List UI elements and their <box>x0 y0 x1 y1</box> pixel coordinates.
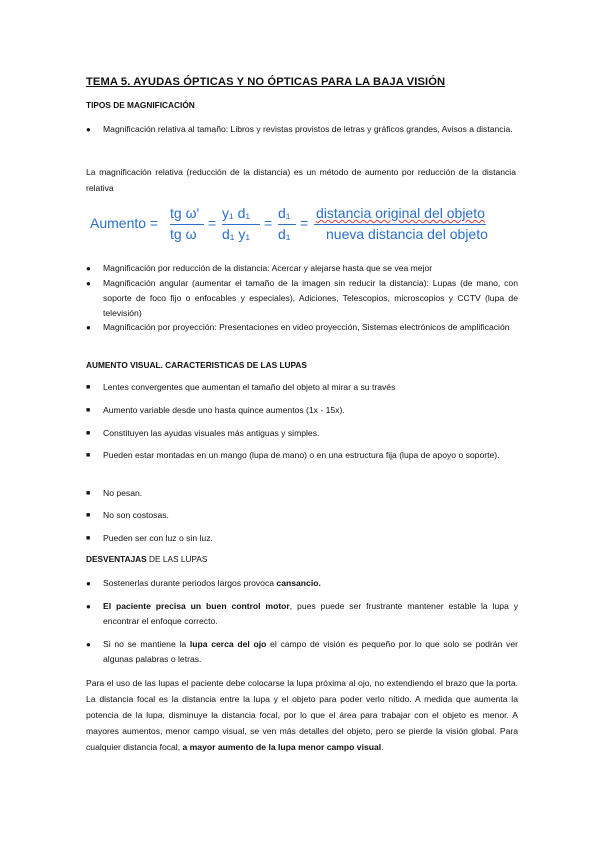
square-bullet-icon: ■ <box>86 452 91 459</box>
bullet-icon: ● <box>86 279 91 288</box>
formula-equals: = <box>208 215 217 231</box>
square-bullet-icon: ■ <box>86 512 91 519</box>
list-item <box>86 403 518 418</box>
list-item-text: Magnificación por reducción de la distancia: Acercar y alejarse hasta que se vea mejor <box>103 263 433 273</box>
list-item <box>86 276 518 321</box>
formula-numerator: d₁ <box>278 205 291 221</box>
list-item <box>86 576 518 591</box>
square-bullet-icon: ■ <box>86 490 91 497</box>
formula-denominator: d₁ <box>278 226 291 242</box>
formula-equals: = <box>264 215 273 231</box>
magnification-formula <box>90 205 510 247</box>
list-item-text: No son costosas. <box>103 510 169 520</box>
list-item <box>86 426 518 441</box>
section-heading-magnification: TIPOS DE MAGNIFICACIÓN <box>86 100 195 110</box>
bullet-icon: ● <box>86 602 91 611</box>
formula-denominator: d₁ y₁ <box>222 226 251 242</box>
list-item-text: Aumento variable desde uno hasta quince aumentos (1x - 15x). <box>103 405 345 415</box>
final-paragraph: Para el uso de las lupas el paciente debe colocarse la lupa próxima al ojo, no extendiendo el brazo que la porta. La distancia focal es la distancia entre la lupa y el objeto para poder verlo nítido. A medida que aumenta la potencia de la lupa, disminuye la distancia focal, por lo que el área para trabajar con el objeto es menor. A mayores aumentos, menor campo visual, se ven más detalles del objeto, pero se pierde la visión global. Para cualquier distancia focal, a mayor aumento de la lupa menor campo visual. <box>86 678 518 752</box>
list-item-text: Pueden estar montadas en un mango (lupa de mano) o en una estructura fija (lupa de apoyo o soporte). <box>103 450 500 460</box>
list-item <box>86 380 518 395</box>
list-item <box>86 531 518 546</box>
list-item-text: No pesan. <box>103 488 143 498</box>
formula-numerator: distancia original del objeto <box>316 205 485 221</box>
list-item <box>86 320 518 335</box>
formula-denominator: nueva distancia del objeto <box>326 226 488 242</box>
bullet-icon: ● <box>86 640 91 649</box>
list-item-text: Si no se mantiene la lupa cerca del ojo el campo de visión es pequeño por lo que solo se podrán ver algunas palabras o letras. <box>103 639 518 664</box>
list-item <box>86 261 518 276</box>
square-bullet-icon: ■ <box>86 407 91 414</box>
page-title: TEMA 5. AYUDAS ÓPTICAS Y NO ÓPTICAS PARA LA BAJA VISIÓN <box>86 76 446 88</box>
square-bullet-icon: ■ <box>86 430 91 437</box>
list-item-text: Pueden ser con luz o sin luz. <box>103 533 213 543</box>
formula-equals: = <box>300 215 309 231</box>
list-item <box>86 486 518 501</box>
formula-numerator: y₁ d₁ <box>222 205 251 221</box>
list-item-text: Sostenerlas durante periodos largos provoca cansancio. <box>103 578 321 588</box>
fraction-bar <box>170 224 204 225</box>
square-bullet-icon: ■ <box>86 535 91 542</box>
list-item <box>86 508 518 523</box>
list-item-text: Magnificación por proyección: Presentaciones en video proyección, Sistemas electrónicos de amplificación <box>103 322 510 332</box>
fraction-bar <box>278 224 296 225</box>
formula-lhs: Aumento = <box>90 215 159 231</box>
list-item-text: Magnificación angular (aumentar el tamaño de la imagen sin reducir la distancia): Lupas (de mano, con soporte de foco fijo o enfocables y especiales), Adiciones, Telescopios, microscopios y CCTV (lupa de televisión) <box>103 278 518 318</box>
formula-denominator: tg ω <box>170 226 197 242</box>
list-item-text: Lentes convergentes que aumentan el tamaño del objeto al mirar a su través <box>103 382 396 392</box>
list-item <box>86 448 518 463</box>
section-heading-disadvantages: DESVENTAJAS DE LAS LUPAS <box>86 554 208 564</box>
bullet-icon: ● <box>86 579 91 588</box>
list-item-text: Constituyen las ayudas visuales más antiguas y simples. <box>103 428 320 438</box>
fraction-bar <box>314 224 486 225</box>
list-item-text: Magnificación relativa al tamaño: Libros y revistas provistos de letras y gráficos grandes, Avisos a distancia. <box>103 124 513 134</box>
list-item <box>86 637 518 667</box>
list-item-text: El paciente precisa un buen control motor, pues puede ser frustrante mantener estable la lupa y encontrar el enfoque correcto. <box>103 601 518 626</box>
section-heading-visual-magnification: AUMENTO VISUAL. CARACTERISTICAS DE LAS LUPAS <box>86 360 307 370</box>
bullet-icon: ● <box>86 323 91 332</box>
paragraph-relative-magnification: La magnificación relativa (reducción de la distancia) es un método de aumento por reducción de la distancia relativa <box>86 167 516 193</box>
formula-numerator: tg ω' <box>170 205 200 221</box>
list-item <box>86 599 518 629</box>
square-bullet-icon: ■ <box>86 384 91 391</box>
fraction-bar <box>222 224 260 225</box>
bullet-icon: ● <box>86 125 91 134</box>
bullet-icon: ● <box>86 264 91 273</box>
list-item <box>86 122 518 137</box>
